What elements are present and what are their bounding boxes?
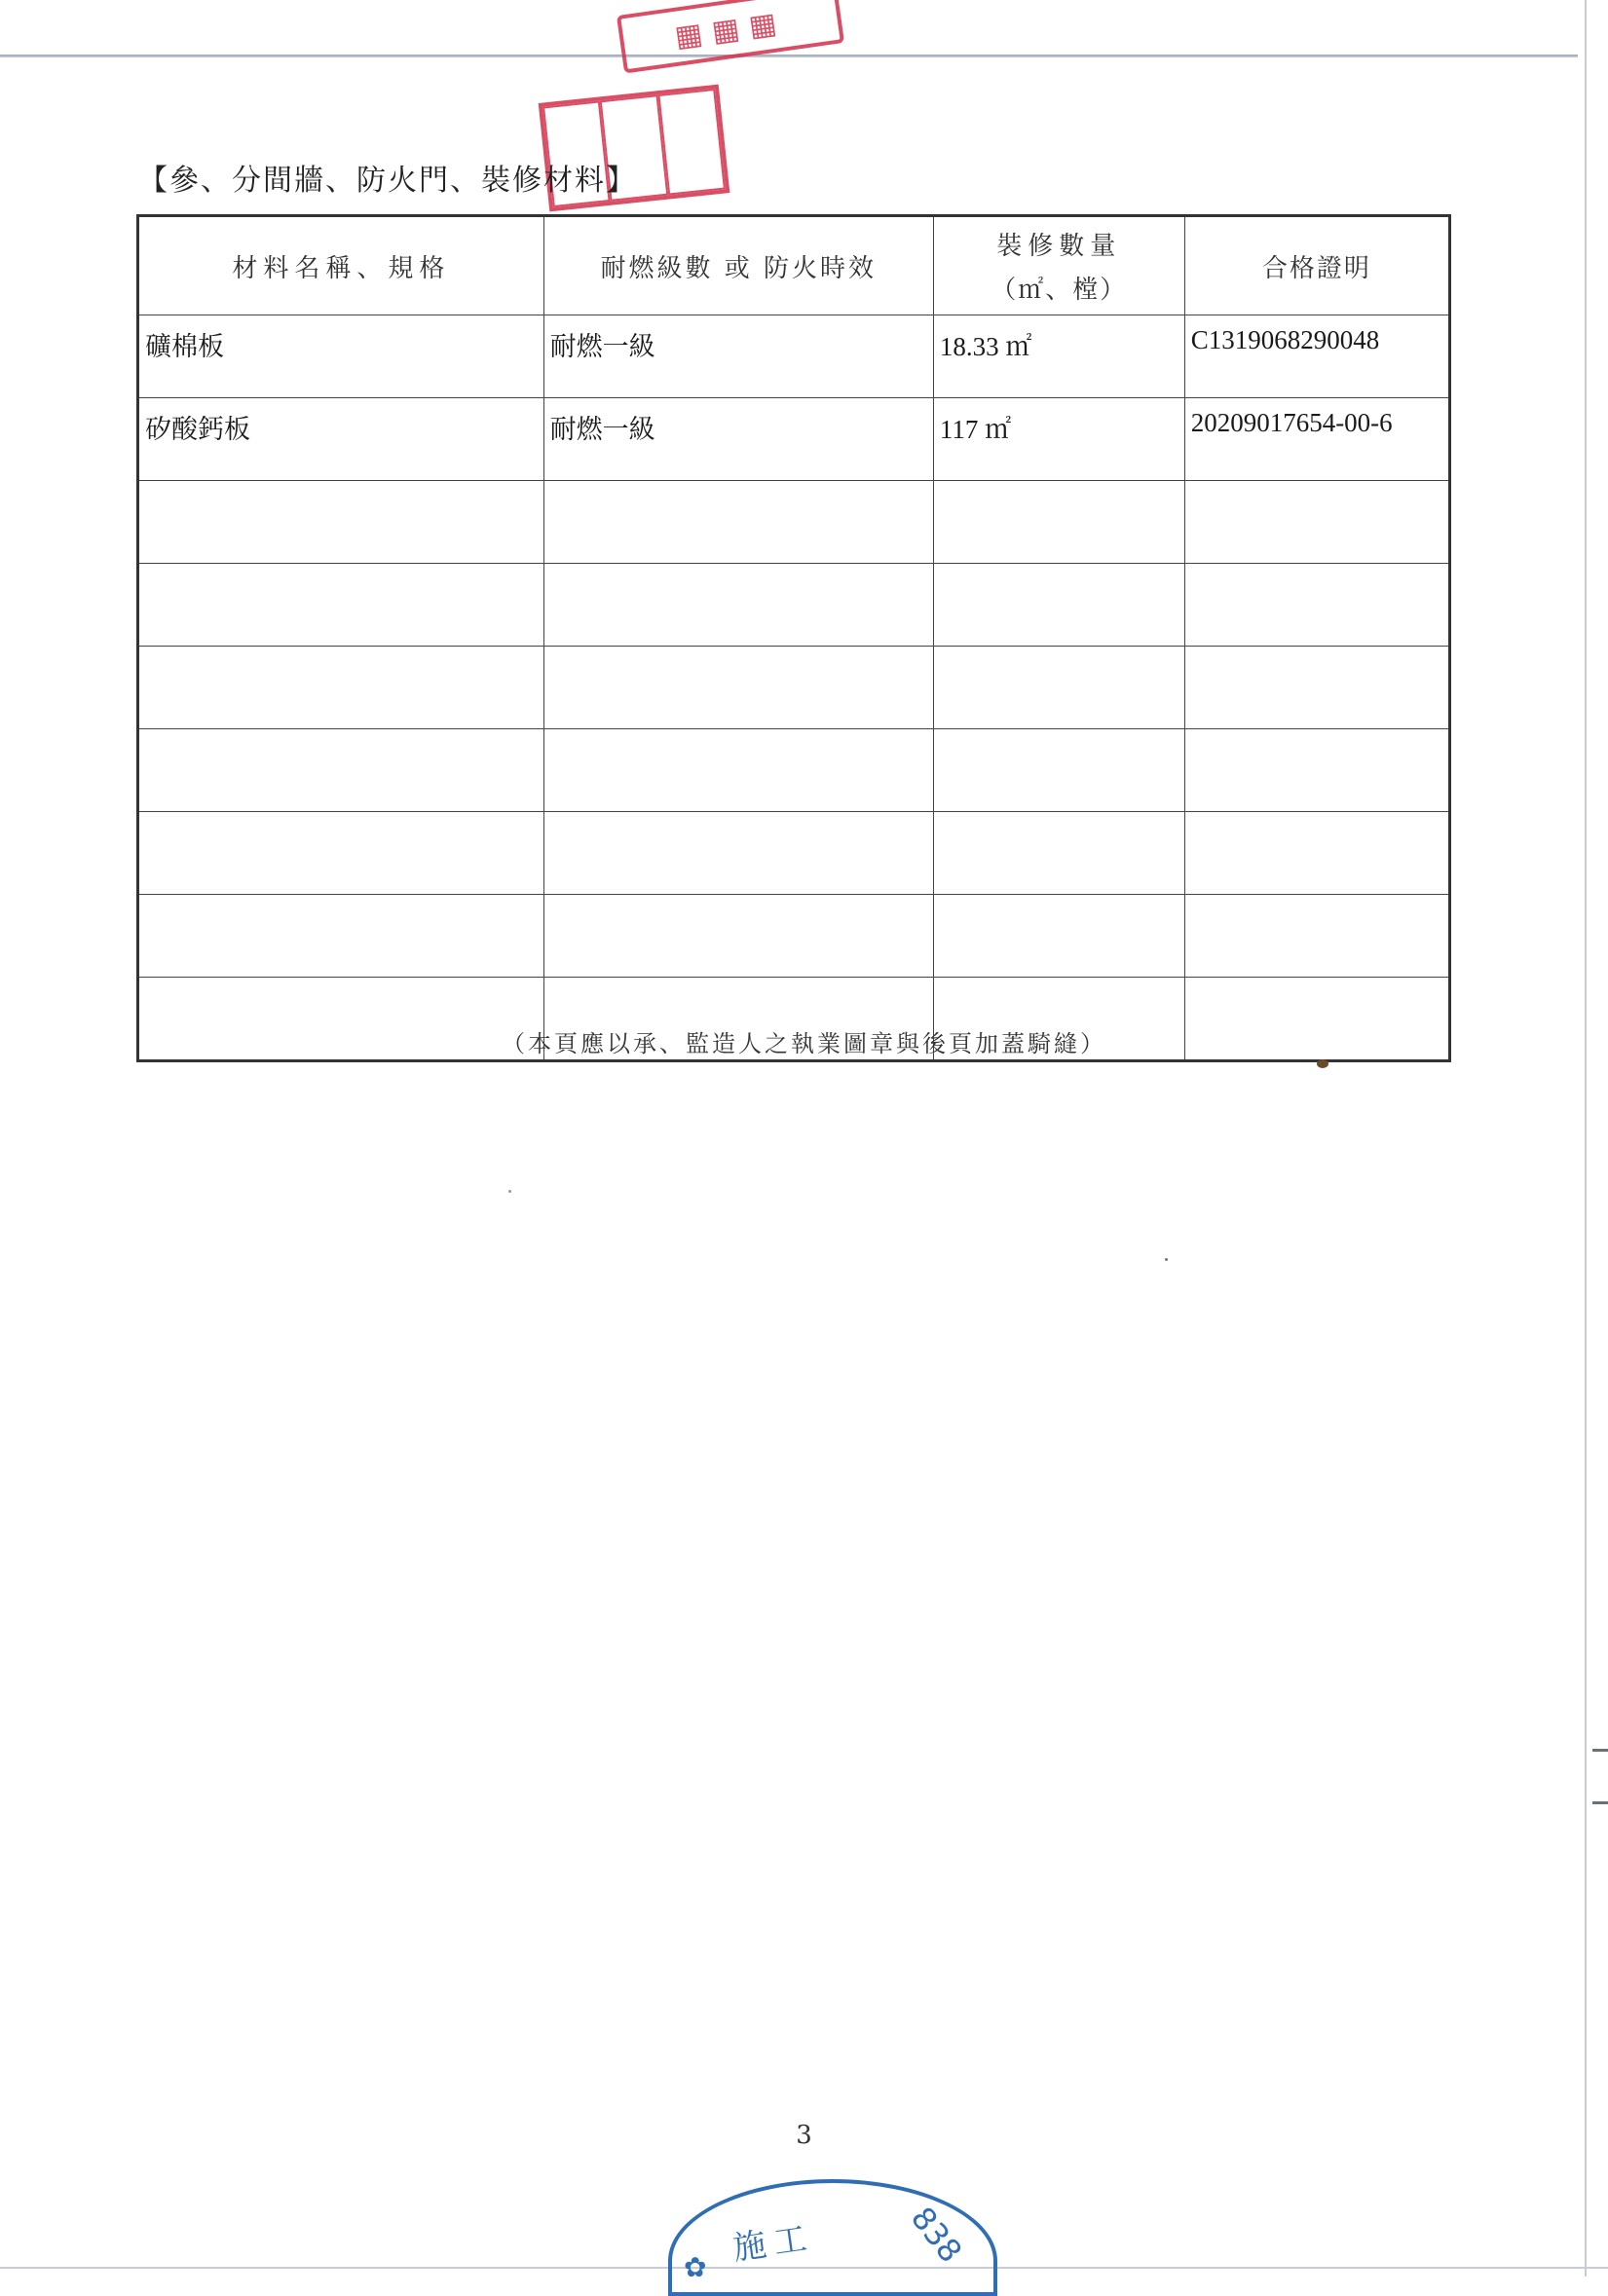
- table-row: [138, 564, 1450, 647]
- table-row: [138, 895, 1450, 978]
- scan-speck: [1317, 1059, 1328, 1068]
- seal-instruction-note: （本頁應以承、監造人之執業圖章與後頁加蓋騎縫）: [502, 1030, 1106, 1057]
- page-number: 3: [796, 2121, 812, 2150]
- cell-quantity: [933, 481, 1184, 564]
- cell-fire-rating: [543, 564, 933, 647]
- cell-certificate: 20209017654-00-6: [1184, 398, 1449, 481]
- header-fire-rating: 耐燃級數 或 防火時效: [543, 216, 933, 315]
- cell-fire-rating: 耐燃一級: [543, 315, 933, 398]
- plum-blossom-icon: ✿: [684, 2251, 707, 2283]
- cell-fire-rating: 耐燃一級: [543, 398, 933, 481]
- cell-material: [138, 812, 544, 895]
- table-row: [138, 729, 1450, 812]
- header-quantity-unit: （㎡、樘）: [991, 276, 1128, 305]
- cell-fire-rating: [543, 895, 933, 978]
- cell-certificate: [1184, 812, 1449, 895]
- scan-edge-mark: [1592, 1749, 1608, 1752]
- cell-certificate: [1184, 481, 1449, 564]
- scan-top-rule: [0, 55, 1578, 57]
- table-row: [138, 481, 1450, 564]
- cell-quantity: 18.33 ㎡: [933, 315, 1184, 398]
- cell-material: [138, 729, 544, 812]
- table-row: [138, 315, 1450, 398]
- materials-table: [136, 214, 1451, 1062]
- header-quantity-label: 裝修數量: [996, 232, 1122, 261]
- table-row: [138, 812, 1450, 895]
- scan-speck: [508, 1190, 511, 1193]
- cell-quantity: 117 ㎡: [933, 398, 1184, 481]
- cell-quantity: [933, 647, 1184, 729]
- cell-certificate: [1184, 729, 1449, 812]
- red-seal-stamp: ▦▦▦: [617, 0, 844, 74]
- header-material: 材料名稱、規格: [138, 216, 544, 315]
- cell-quantity: [933, 895, 1184, 978]
- cell-material: [138, 895, 544, 978]
- table-row: [138, 647, 1450, 729]
- cell-material: [138, 481, 544, 564]
- cell-material: [138, 564, 544, 647]
- section-title: 【參、分間牆、防火門、裝修材料】: [138, 164, 637, 198]
- cell-fire-rating: [543, 481, 933, 564]
- cell-quantity: [933, 564, 1184, 647]
- cell-fire-rating: [543, 729, 933, 812]
- cell-certificate: [1184, 647, 1449, 729]
- cell-material: 礦棉板: [138, 315, 544, 398]
- cell-fire-rating: [543, 647, 933, 729]
- blue-seal-text: 施工: [730, 2218, 817, 2269]
- header-quantity: [933, 216, 1184, 315]
- cell-quantity: [933, 729, 1184, 812]
- cell-certificate: [1184, 895, 1449, 978]
- scan-edge-mark: [1592, 1801, 1608, 1804]
- cell-quantity: [933, 812, 1184, 895]
- cell-fire-rating: [543, 812, 933, 895]
- header-certificate: 合格證明: [1184, 216, 1449, 315]
- scan-right-rule: [1585, 0, 1587, 2277]
- table-header-row: [138, 216, 1450, 315]
- blue-seal-stamp: [668, 2179, 997, 2296]
- cell-material: 矽酸鈣板: [138, 398, 544, 481]
- blue-seal-number: 838: [903, 2200, 970, 2270]
- cell-certificate: [1184, 564, 1449, 647]
- scan-speck: [1165, 1258, 1168, 1261]
- cell-certificate: C1319068290048: [1184, 315, 1449, 398]
- table-row: [138, 398, 1450, 481]
- cell-material: [138, 647, 544, 729]
